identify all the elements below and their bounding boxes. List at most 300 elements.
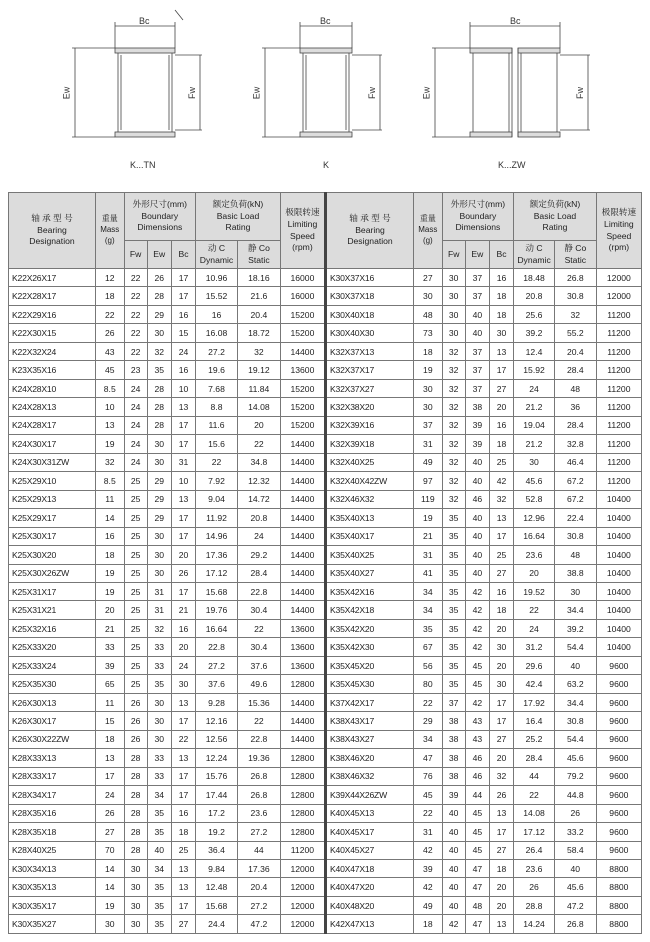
left-static-load-cell: 14.08 [237, 398, 280, 416]
right-mass-cell: 22 [414, 804, 443, 822]
left-limiting-speed-cell: 14400 [280, 712, 325, 730]
right-dynamic-load-cell: 44 [514, 767, 555, 785]
left-static-load-cell: 23.6 [237, 804, 280, 822]
right-designation-cell: K35X42X20 [325, 619, 413, 637]
right-mass-cell: 19 [414, 509, 443, 527]
right-bc-cell: 17 [489, 712, 513, 730]
left-limiting-speed-cell: 12800 [280, 786, 325, 804]
right-dynamic-load-cell: 23.6 [514, 546, 555, 564]
right-fw-cell: 35 [442, 527, 465, 545]
left-mass-cell: 13 [95, 416, 124, 434]
header-dynamic: 动 C Dynamic [196, 241, 238, 269]
left-ew-cell: 30 [147, 453, 171, 471]
right-designation-cell: K35X40X27 [325, 564, 413, 582]
right-fw-cell: 35 [442, 582, 465, 600]
right-dynamic-load-cell: 39.2 [514, 324, 555, 342]
right-bc-cell: 20 [489, 896, 513, 914]
left-ew-cell: 35 [147, 896, 171, 914]
right-limiting-speed-cell: 9600 [596, 693, 641, 711]
left-inner-label: Fw [187, 87, 197, 99]
left-dynamic-load-cell: 14.96 [196, 527, 238, 545]
right-fw-cell: 32 [442, 342, 465, 360]
table-row [9, 527, 642, 545]
right-designation-cell: K30X37X16 [325, 269, 413, 287]
left-limiting-speed-cell: 11200 [280, 841, 325, 859]
table-row [9, 860, 642, 878]
left-bc-cell: 24 [171, 656, 195, 674]
table-row [9, 269, 642, 287]
left-mass-cell: 11 [95, 490, 124, 508]
header-dynamic-right: 动 C Dynamic [514, 241, 555, 269]
left-static-load-cell: 30.4 [237, 601, 280, 619]
left-static-load-cell: 18.72 [237, 324, 280, 342]
right-fw-cell: 35 [442, 509, 465, 527]
right-designation-cell: K40X47X20 [325, 878, 413, 896]
right-limiting-speed-cell: 10400 [596, 601, 641, 619]
left-ew-cell: 33 [147, 656, 171, 674]
right-mass-cell: 30 [414, 287, 443, 305]
right-designation-cell: K32X37X13 [325, 342, 413, 360]
left-ew-cell: 40 [147, 841, 171, 859]
right-designation-cell: K42X47X13 [325, 915, 413, 934]
right-dynamic-load-cell: 25.6 [514, 305, 555, 323]
right-designation-cell: K40X48X20 [325, 896, 413, 914]
right-dynamic-load-cell: 14.08 [514, 804, 555, 822]
left-bc-cell: 26 [171, 564, 195, 582]
left-limiting-speed-cell: 16000 [280, 287, 325, 305]
left-ew-cell: 30 [147, 527, 171, 545]
right-mass-cell: 97 [414, 472, 443, 490]
right-ew-cell: 42 [465, 619, 489, 637]
right-fw-cell: 30 [442, 269, 465, 287]
right-dynamic-load-cell: 24 [514, 379, 555, 397]
right-limiting-speed-cell: 11200 [596, 305, 641, 323]
left-bc-cell: 17 [171, 435, 195, 453]
left-bc-cell: 22 [171, 730, 195, 748]
right-mass-cell: 18 [414, 342, 443, 360]
left-designation-cell: K25X30X17 [9, 527, 96, 545]
right-fw-cell: 38 [442, 749, 465, 767]
right-ew-cell: 40 [465, 546, 489, 564]
left-dynamic-load-cell: 17.2 [196, 804, 238, 822]
left-mass-cell: 27 [95, 823, 124, 841]
left-bc-cell: 17 [171, 582, 195, 600]
left-mass-cell: 12 [95, 269, 124, 287]
left-ew-cell: 29 [147, 305, 171, 323]
right-designation-cell: K38X46X20 [325, 749, 413, 767]
right-ew-cell: 40 [465, 453, 489, 471]
right-fw-cell: 32 [442, 435, 465, 453]
right-ew-cell: 42 [465, 638, 489, 656]
right-static-load-cell: 34.4 [554, 693, 596, 711]
right-ew-cell: 48 [465, 896, 489, 914]
right-static-load-cell: 48 [554, 379, 596, 397]
right-mass-cell: 48 [414, 305, 443, 323]
left-mass-cell: 14 [95, 509, 124, 527]
right-designation-cell: K32X38X20 [325, 398, 413, 416]
right-bc-cell: 13 [489, 342, 513, 360]
right-fw-cell: 39 [442, 786, 465, 804]
right-static-load-cell: 45.6 [554, 749, 596, 767]
right-mass-cell: 31 [414, 435, 443, 453]
left-mass-cell: 70 [95, 841, 124, 859]
right-dynamic-load-cell: 26 [514, 878, 555, 896]
right-designation-cell: K35X45X20 [325, 656, 413, 674]
right-mass-cell: 80 [414, 675, 443, 693]
left-designation-cell: K25X29X17 [9, 509, 96, 527]
left-ew-cell: 35 [147, 675, 171, 693]
left-static-load-cell: 37.6 [237, 656, 280, 674]
left-fw-cell: 26 [124, 693, 147, 711]
right-mass-cell: 34 [414, 582, 443, 600]
right-limiting-speed-cell: 9600 [596, 786, 641, 804]
left-fw-cell: 25 [124, 546, 147, 564]
left-limiting-speed-cell: 14400 [280, 601, 325, 619]
left-static-load-cell: 12.32 [237, 472, 280, 490]
right-fw-cell: 37 [442, 693, 465, 711]
left-designation-cell: K25X35X30 [9, 675, 96, 693]
left-dynamic-load-cell: 9.28 [196, 693, 238, 711]
left-static-load-cell: 26.8 [237, 786, 280, 804]
right-bc-cell: 18 [489, 601, 513, 619]
header-designation-right: 轴 承 型 号 Bearing Designation [325, 193, 413, 269]
left-fw-cell: 25 [124, 656, 147, 674]
right-static-load-cell: 40 [554, 656, 596, 674]
right-inner-label: Fw [575, 87, 585, 99]
left-bc-cell: 27 [171, 915, 195, 934]
right-dynamic-load-cell: 28.8 [514, 896, 555, 914]
right-mass-cell: 29 [414, 712, 443, 730]
right-static-load-cell: 48 [554, 546, 596, 564]
right-designation-cell: K38X46X32 [325, 767, 413, 785]
left-mass-cell: 20 [95, 601, 124, 619]
right-ew-cell: 47 [465, 915, 489, 934]
right-static-load-cell: 22.4 [554, 509, 596, 527]
right-designation-cell: K38X43X27 [325, 730, 413, 748]
right-ew-cell: 40 [465, 564, 489, 582]
left-designation-cell: K24X28X13 [9, 398, 96, 416]
left-fw-cell: 28 [124, 767, 147, 785]
left-fw-cell: 28 [124, 804, 147, 822]
left-dynamic-load-cell: 15.68 [196, 582, 238, 600]
right-ew-cell: 37 [465, 342, 489, 360]
left-dynamic-load-cell: 17.44 [196, 786, 238, 804]
left-designation-cell: K24X30X31ZW [9, 453, 96, 471]
right-limiting-speed-cell: 9600 [596, 730, 641, 748]
right-ew-cell: 38 [465, 398, 489, 416]
left-fw-cell: 25 [124, 564, 147, 582]
left-ew-cell: 30 [147, 435, 171, 453]
table-row [9, 379, 642, 397]
left-limiting-speed-cell: 12000 [280, 860, 325, 878]
left-mass-cell: 19 [95, 582, 124, 600]
left-designation-cell: K23X35X16 [9, 361, 96, 379]
table-row [9, 638, 642, 656]
right-bc-cell: 20 [489, 656, 513, 674]
right-dynamic-load-cell: 31.2 [514, 638, 555, 656]
left-limiting-speed-cell: 12800 [280, 675, 325, 693]
left-limiting-speed-cell: 15200 [280, 324, 325, 342]
left-dynamic-load-cell: 19.6 [196, 361, 238, 379]
left-limiting-speed-cell: 12000 [280, 915, 325, 934]
right-bc-cell: 18 [489, 287, 513, 305]
right-fw-cell: 32 [442, 416, 465, 434]
right-designation-cell: K30X40X30 [325, 324, 413, 342]
right-designation-cell: K35X40X17 [325, 527, 413, 545]
left-limiting-speed-cell: 14400 [280, 509, 325, 527]
right-designation-cell: K40X45X27 [325, 841, 413, 859]
left-dynamic-load-cell: 16.64 [196, 619, 238, 637]
left-ew-cell: 30 [147, 546, 171, 564]
left-bc-cell: 13 [171, 398, 195, 416]
table-row [9, 564, 642, 582]
right-mass-cell: 49 [414, 896, 443, 914]
right-static-load-cell: 32 [554, 305, 596, 323]
left-fw-cell: 25 [124, 490, 147, 508]
bearing-spec-table [8, 192, 642, 934]
right-designation-cell: K32X39X18 [325, 435, 413, 453]
right-fw-cell: 30 [442, 287, 465, 305]
right-limiting-speed-cell: 8800 [596, 860, 641, 878]
right-dynamic-load-cell: 29.6 [514, 656, 555, 674]
mid-width-label: Bc [320, 16, 331, 26]
left-bc-cell: 16 [171, 361, 195, 379]
left-fw-cell: 23 [124, 361, 147, 379]
left-fw-cell: 28 [124, 749, 147, 767]
right-mass-cell: 31 [414, 823, 443, 841]
right-mass-cell: 73 [414, 324, 443, 342]
left-mass-cell: 21 [95, 619, 124, 637]
left-static-load-cell: 19.36 [237, 749, 280, 767]
right-dynamic-load-cell: 12.4 [514, 342, 555, 360]
header-mass-right: 重量 Mass (g) [414, 193, 443, 269]
left-bc-cell: 17 [171, 527, 195, 545]
right-static-load-cell: 54.4 [554, 638, 596, 656]
table-row [9, 416, 642, 434]
right-fw-cell: 42 [442, 915, 465, 934]
right-fw-cell: 40 [442, 823, 465, 841]
right-limiting-speed-cell: 11200 [596, 453, 641, 471]
left-ew-cell: 33 [147, 638, 171, 656]
left-mass-cell: 33 [95, 638, 124, 656]
left-dynamic-load-cell: 37.6 [196, 675, 238, 693]
left-mass-cell: 45 [95, 361, 124, 379]
left-ew-cell: 34 [147, 860, 171, 878]
left-dynamic-load-cell: 15.76 [196, 767, 238, 785]
left-designation-cell: K30X35X27 [9, 915, 96, 934]
left-static-load-cell: 26.8 [237, 767, 280, 785]
right-outer-label: Ew [421, 86, 432, 100]
table-row [9, 287, 642, 305]
right-ew-cell: 46 [465, 767, 489, 785]
table-row [9, 601, 642, 619]
right-mass-cell: 41 [414, 564, 443, 582]
right-static-load-cell: 33.2 [554, 823, 596, 841]
right-dynamic-load-cell: 21.2 [514, 435, 555, 453]
right-bc-cell: 17 [489, 693, 513, 711]
right-static-load-cell: 45.6 [554, 878, 596, 896]
right-mass-cell: 119 [414, 490, 443, 508]
left-bc-cell: 17 [171, 287, 195, 305]
right-ew-cell: 39 [465, 435, 489, 453]
left-ew-cell: 29 [147, 509, 171, 527]
right-static-load-cell: 40 [554, 860, 596, 878]
table-row [9, 712, 642, 730]
left-ew-cell: 35 [147, 915, 171, 934]
right-dynamic-load-cell: 21.2 [514, 398, 555, 416]
right-static-load-cell: 63.2 [554, 675, 596, 693]
right-fw-cell: 35 [442, 601, 465, 619]
right-static-load-cell: 47.2 [554, 896, 596, 914]
right-limiting-speed-cell: 11200 [596, 416, 641, 434]
right-limiting-speed-cell: 11200 [596, 472, 641, 490]
right-static-load-cell: 58.4 [554, 841, 596, 859]
right-mass-cell: 35 [414, 619, 443, 637]
right-fw-cell: 38 [442, 767, 465, 785]
left-designation-cell: K24X28X17 [9, 416, 96, 434]
left-mass-cell: 10 [95, 398, 124, 416]
left-mass-cell: 15 [95, 712, 124, 730]
right-bc-cell: 16 [489, 269, 513, 287]
left-mass-cell: 26 [95, 804, 124, 822]
left-designation-cell: K30X34X13 [9, 860, 96, 878]
left-static-load-cell: 27.2 [237, 896, 280, 914]
right-mass-cell: 27 [414, 269, 443, 287]
right-dynamic-load-cell: 20.8 [514, 287, 555, 305]
left-designation-cell: K28X34X17 [9, 786, 96, 804]
table-row [9, 305, 642, 323]
header-designation: 轴 承 型 号 Bearing Designation [9, 193, 96, 269]
right-dynamic-load-cell: 16.4 [514, 712, 555, 730]
right-ew-cell: 37 [465, 379, 489, 397]
left-designation-cell: K28X33X17 [9, 767, 96, 785]
right-bc-cell: 20 [489, 749, 513, 767]
right-static-load-cell: 39.2 [554, 619, 596, 637]
right-dynamic-load-cell: 22 [514, 786, 555, 804]
right-fw-cell: 32 [442, 453, 465, 471]
left-mass-cell: 18 [95, 730, 124, 748]
right-limiting-speed-cell: 9600 [596, 841, 641, 859]
right-bc-cell: 18 [489, 435, 513, 453]
left-width-label: Bc [139, 16, 150, 26]
right-static-load-cell: 28.4 [554, 416, 596, 434]
header-ew-right: Ew [465, 241, 489, 269]
left-mass-cell: 19 [95, 896, 124, 914]
left-fw-cell: 24 [124, 379, 147, 397]
right-mass-cell: 45 [414, 786, 443, 804]
left-bc-cell: 17 [171, 786, 195, 804]
left-fw-cell: 25 [124, 582, 147, 600]
left-designation-cell: K25X33X24 [9, 656, 96, 674]
left-bc-cell: 13 [171, 878, 195, 896]
left-mass-cell: 39 [95, 656, 124, 674]
table-row [9, 804, 642, 822]
left-bc-cell: 21 [171, 601, 195, 619]
left-limiting-speed-cell: 14400 [280, 527, 325, 545]
table-row [9, 453, 642, 471]
left-fw-cell: 24 [124, 416, 147, 434]
right-limiting-speed-cell: 10400 [596, 564, 641, 582]
right-dynamic-load-cell: 14.24 [514, 915, 555, 934]
left-dynamic-load-cell: 16.08 [196, 324, 238, 342]
left-bc-cell: 18 [171, 823, 195, 841]
table-row [9, 490, 642, 508]
left-bc-cell: 17 [171, 767, 195, 785]
right-mass-cell: 42 [414, 841, 443, 859]
left-dynamic-load-cell: 16 [196, 305, 238, 323]
right-fw-cell: 32 [442, 361, 465, 379]
right-static-load-cell: 44.8 [554, 786, 596, 804]
right-designation-cell: K32X46X32 [325, 490, 413, 508]
left-limiting-speed-cell: 15200 [280, 398, 325, 416]
left-ew-cell: 30 [147, 564, 171, 582]
left-dynamic-load-cell: 22.8 [196, 638, 238, 656]
header-bc-right: Bc [489, 241, 513, 269]
left-limiting-speed-cell: 12800 [280, 804, 325, 822]
right-mass-cell: 34 [414, 601, 443, 619]
left-static-load-cell: 28.4 [237, 564, 280, 582]
left-dynamic-load-cell: 10.96 [196, 269, 238, 287]
right-designation-cell: K32X37X17 [325, 361, 413, 379]
left-fw-cell: 30 [124, 860, 147, 878]
left-dynamic-load-cell: 19.2 [196, 823, 238, 841]
right-dynamic-load-cell: 52.8 [514, 490, 555, 508]
left-bc-cell: 10 [171, 472, 195, 490]
left-bc-cell: 17 [171, 269, 195, 287]
left-static-load-cell: 22 [237, 435, 280, 453]
left-mass-cell: 32 [95, 453, 124, 471]
left-dynamic-load-cell: 12.16 [196, 712, 238, 730]
right-dynamic-load-cell: 30 [514, 453, 555, 471]
left-fw-cell: 28 [124, 786, 147, 804]
right-ew-cell: 40 [465, 527, 489, 545]
right-dynamic-load-cell: 42.4 [514, 675, 555, 693]
right-fw-cell: 32 [442, 379, 465, 397]
left-fw-cell: 25 [124, 619, 147, 637]
left-static-load-cell: 20.4 [237, 878, 280, 896]
left-ew-cell: 28 [147, 416, 171, 434]
right-limiting-speed-cell: 9600 [596, 675, 641, 693]
left-designation-cell: K28X35X18 [9, 823, 96, 841]
left-bc-cell: 20 [171, 546, 195, 564]
left-ew-cell: 32 [147, 619, 171, 637]
right-fw-cell: 32 [442, 472, 465, 490]
left-ew-cell: 30 [147, 324, 171, 342]
left-designation-cell: K28X40X25 [9, 841, 96, 859]
left-limiting-speed-cell: 14400 [280, 582, 325, 600]
left-limiting-speed-cell: 13600 [280, 656, 325, 674]
left-limiting-speed-cell: 14400 [280, 564, 325, 582]
right-ew-cell: 42 [465, 601, 489, 619]
right-ew-cell: 45 [465, 656, 489, 674]
left-ew-cell: 30 [147, 712, 171, 730]
right-dynamic-load-cell: 19.04 [514, 416, 555, 434]
left-designation-cell: K28X33X13 [9, 749, 96, 767]
right-bc-cell: 13 [489, 915, 513, 934]
left-ew-cell: 33 [147, 749, 171, 767]
left-mass-cell: 43 [95, 342, 124, 360]
left-designation-cell: K30X35X17 [9, 896, 96, 914]
left-static-load-cell: 44 [237, 841, 280, 859]
left-mass-cell: 24 [95, 786, 124, 804]
left-static-load-cell: 30.4 [237, 638, 280, 656]
header-dimensions: 外形尺寸(mm) Boundary Dimensions [124, 193, 196, 241]
left-static-load-cell: 19.12 [237, 361, 280, 379]
left-limiting-speed-cell: 15200 [280, 305, 325, 323]
right-limiting-speed-cell: 10400 [596, 527, 641, 545]
left-ew-cell: 35 [147, 804, 171, 822]
left-ew-cell: 30 [147, 693, 171, 711]
